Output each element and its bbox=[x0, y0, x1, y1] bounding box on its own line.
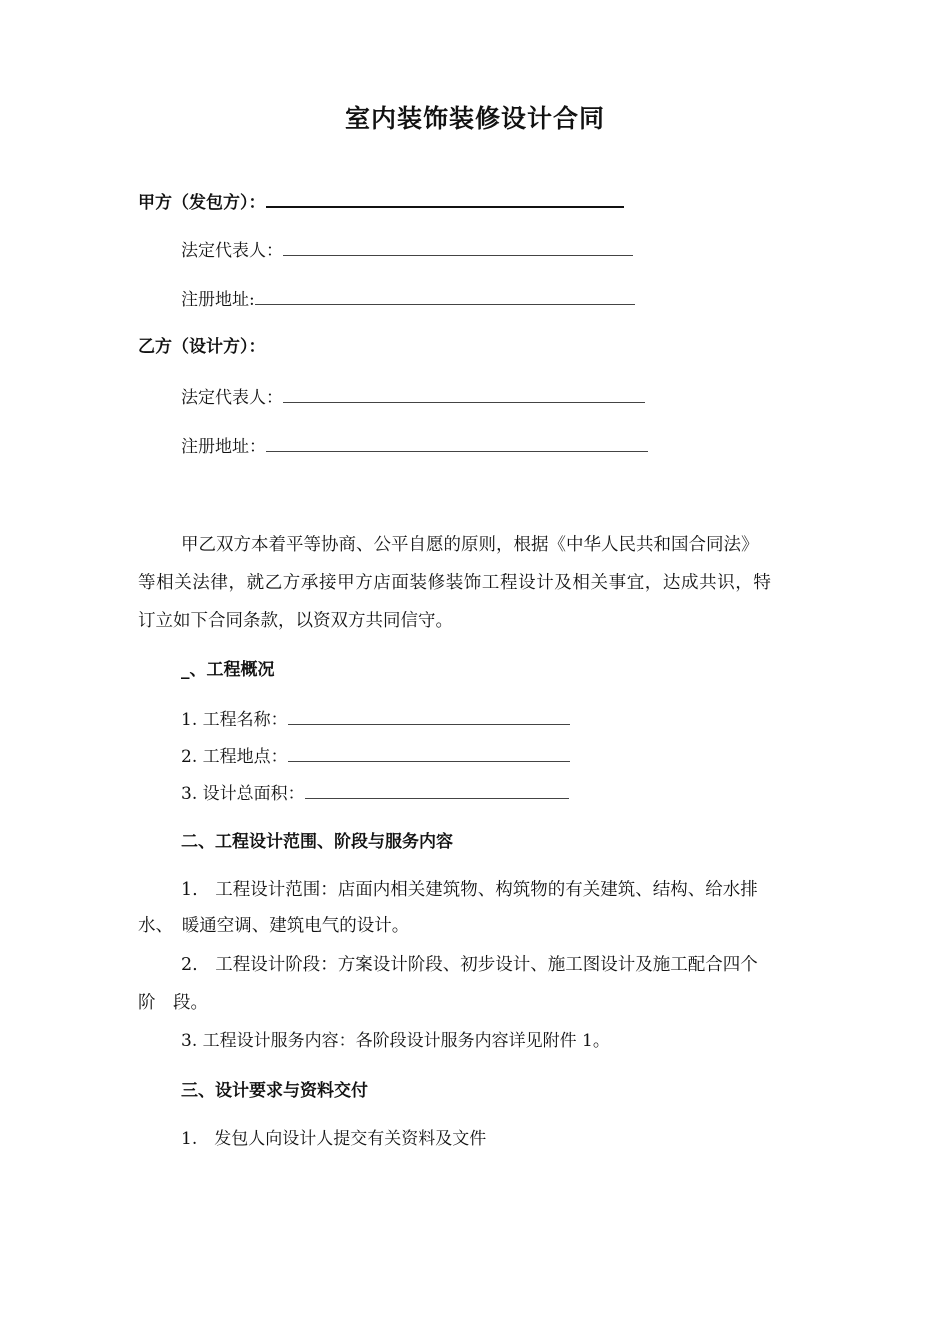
party-b-row bbox=[138, 335, 266, 359]
project-location-blank[interactable] bbox=[288, 743, 570, 762]
party-a-address-label: 注册地址: bbox=[181, 290, 255, 310]
party-b-address-blank[interactable] bbox=[266, 433, 648, 452]
party-a-blank[interactable] bbox=[266, 188, 624, 208]
party-b-rep-label: 法定代表人： bbox=[181, 388, 283, 408]
project-name-label: 1. 工程名称： bbox=[181, 710, 288, 730]
party-b-label: 乙方（设计方）： bbox=[138, 337, 266, 357]
section-1-item-3 bbox=[181, 780, 569, 806]
section-2-heading: 二、工程设计范围、阶段与服务内容 bbox=[181, 832, 453, 852]
party-a-label: 甲方（发包方）： bbox=[138, 193, 266, 213]
party-b-rep-row bbox=[181, 384, 645, 410]
party-a-address-blank[interactable] bbox=[255, 286, 635, 305]
party-b-rep-blank[interactable] bbox=[283, 384, 645, 403]
document-title: 室内装饰装修设计合同 bbox=[344, 104, 605, 133]
section-2-item-2-line-1: 2. 工程设计阶段：方案设计阶段、初步设计、施工图设计及施工配合四个 bbox=[181, 955, 758, 975]
intro-line-3: 订立如下合同条款，以资双方共同信守。 bbox=[138, 611, 453, 631]
section-1-item-2 bbox=[181, 743, 570, 769]
party-a-address-row bbox=[181, 286, 635, 312]
intro-line-2: 等相关法律，就乙方承接甲方店面装修装饰工程设计及相关事宜，达成共识，特 bbox=[138, 573, 772, 593]
section-3-item-1: 1. 发包人向设计人提交有关资料及文件 bbox=[181, 1129, 487, 1149]
section-1-item-1 bbox=[181, 706, 570, 732]
section-2-item-1-line-2: 水、 暖通空调、建筑电气的设计。 bbox=[138, 916, 410, 936]
party-a-row bbox=[138, 188, 624, 215]
party-a-rep-blank[interactable] bbox=[283, 237, 633, 256]
party-a-rep-row bbox=[181, 237, 633, 263]
intro-line-1: 甲乙双方本着平等协商、公平自愿的原则，根据《中华人民共和国合同法》 bbox=[181, 535, 759, 555]
design-area-label: 3. 设计总面积： bbox=[181, 784, 305, 804]
section-2-item-1-line-1: 1. 工程设计范围：店面内相关建筑物、构筑物的有关建筑、结构、给水排 bbox=[181, 880, 758, 900]
party-b-address-label: 注册地址： bbox=[181, 437, 266, 457]
party-b-address-row bbox=[181, 433, 648, 459]
project-name-blank[interactable] bbox=[288, 706, 570, 725]
project-location-label: 2. 工程地点： bbox=[181, 747, 288, 767]
section-1-heading: _、工程概况 bbox=[181, 660, 275, 680]
section-2-item-2-line-2: 阶 段。 bbox=[138, 993, 208, 1013]
section-2-item-3: 3. 工程设计服务内容：各阶段设计服务内容详见附件 1。 bbox=[181, 1031, 610, 1051]
section-3-heading: 三、设计要求与资料交付 bbox=[181, 1081, 368, 1101]
design-area-blank[interactable] bbox=[305, 780, 569, 799]
party-a-rep-label: 法定代表人： bbox=[181, 241, 283, 261]
